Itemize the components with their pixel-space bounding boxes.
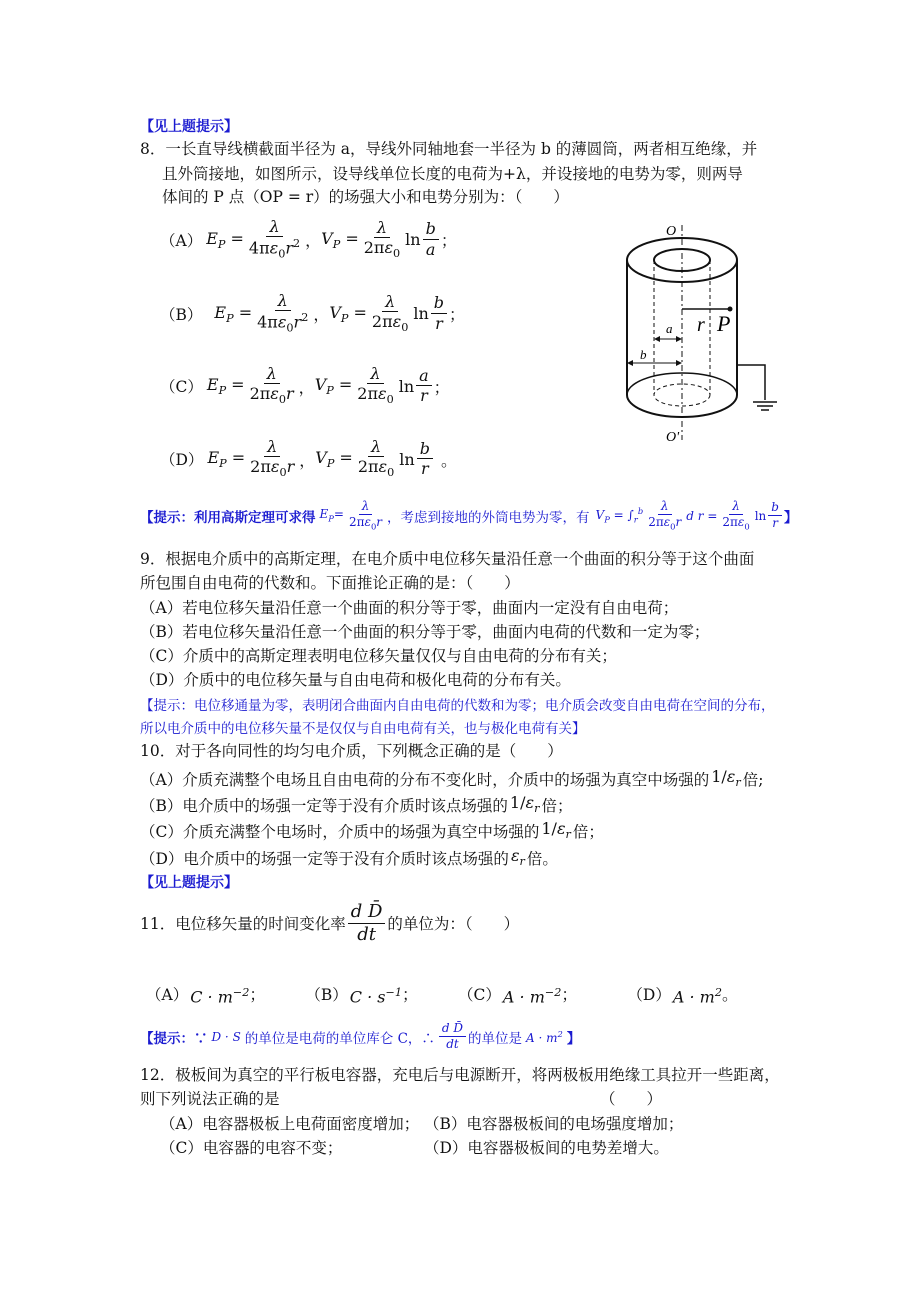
- q10-stem: 10．对于各向同性的均匀电介质，下列概念正确的是（ ）: [140, 742, 563, 760]
- q9-option-a: （A）若电位移矢量沿任意一个曲面的积分等于零，曲面内一定没有自由电荷；: [140, 599, 679, 617]
- q11-option-c-label: （C）: [458, 986, 501, 1005]
- q8-hint: 【提示：利用高斯定理可求得 $E_P=$ $\frac{\lambda}{2\pi\varepsilon_0r}$ ，考虑到接地的外筒电势为零，有 $V_P = \int_r^b$ $\frac{\lambda}{2\pi\varepsilon_0r}$ d r = $\frac{\lambda}{2\pi\varepsilon_0}$ ln $\frac{b}{r}$ 】: [140, 499, 798, 532]
- q10-option-c: （C）介质充满整个电场时，介质中的场强为真空中场强的 $1/\varepsilon_r$ 倍；: [140, 819, 604, 842]
- q12-option-d: （D）电容器极板间的电势差增大。: [424, 1139, 669, 1157]
- option-label: （B）: [160, 305, 203, 324]
- q11-stem: 11．电位移矢量的时间变化率 $\frac{\text{d D̄}}{dt}$ 的单位为：（ ）: [140, 901, 520, 945]
- q9-stem-line2: 所包围自由电荷的代数和。下面推论正确的是：（ ）: [140, 574, 520, 592]
- q12-stem-line2: 则下列说法正确的是: [140, 1090, 280, 1108]
- coaxial-cylinder-figure: [600, 215, 800, 455]
- q9-hint-line1: 【提示：电位移通量为零，表明闭合曲面内自由电荷的代数和为零；电介质会改变自由电荷在空间的分布，: [140, 698, 775, 714]
- q12-option-a: （A）电容器极板上电荷面密度增加；: [160, 1115, 420, 1133]
- q12-stem-line1: 12．极板间为真空的平行板电容器，充电后与电源断开，将两极板用绝缘工具拉开一些距离，: [140, 1066, 780, 1084]
- label-o-bottom: O': [666, 430, 680, 445]
- option-label: （C）: [160, 378, 203, 396]
- q11-option-a-label: （A）: [146, 986, 189, 1005]
- q9-option-c: （C）介质中的高斯定理表明电位移矢量仅仅与自由电荷的分布有关；: [140, 647, 617, 665]
- q8-option-c: （C） $E_P$ = $\frac{\lambda}{2\pi\varepsilon_0r}$ ， $V_P$ = $\frac{\lambda}{2\pi\varepsilon_0}$ ln $\frac{a}{r}$ ；: [160, 364, 450, 407]
- q10-option-a: （A）介质充满整个电场且自由电荷的分布不变化时，介质中的场强为真空中场强的 $1/\varepsilon_r$ 倍;: [140, 767, 764, 790]
- label-r: r: [697, 314, 705, 336]
- q9-option-b: （B）若电位移矢量沿任意一个曲面的积分等于零，曲面内电荷的代数和一定为零；: [140, 623, 710, 641]
- label-p: P: [717, 311, 731, 336]
- label-o-top: O: [666, 224, 677, 239]
- q8-option-b: （B） $E_P$ = $\frac{\lambda}{4\pi\varepsilon_0r^2}$ ， $V_P$ = $\frac{\lambda}{2\pi\varepsilon_0}$ ln $\frac{b}{r}$ ；: [160, 291, 466, 335]
- q8-stem-line3: 体间的 P 点（OP = r）的场强大小和电势分别为：（ ）: [162, 188, 569, 206]
- q10-option-b: （B）电介质中的场强一定等于没有介质时该点场强的 $1/\varepsilon_r$ 倍；: [140, 793, 573, 816]
- q12-answer-paren: （ ）: [600, 1090, 663, 1108]
- q8-option-d: （D） $E_P$ = $\frac{\lambda}{2\pi\varepsilon_0r}$ ， $V_P$ = $\frac{\lambda}{2\pi\varepsilon_0}$ ln $\frac{b}{r}$ 。: [160, 437, 457, 480]
- q10-option-d: （D）电介质中的场强一定等于没有介质时该点场强的 $\varepsilon_r$ 倍。: [140, 846, 558, 869]
- q11-hint: 【提示：∵ D · S 的单位是电荷的单位库仑 C，∴ $\frac{\text{d D̄}}{dt}$ 的单位是 $A \cdot m^2$ 】: [140, 1021, 581, 1051]
- q11-option-d-label: （D）: [627, 986, 671, 1005]
- q12-option-b: （B）电容器极板间的电场强度增加；: [424, 1115, 684, 1133]
- q9-stem-line1: 9．根据电介质中的高斯定理，在电介质中电位移矢量沿任意一个曲面的积分等于这个曲面: [140, 550, 755, 568]
- q11-option-b-label: （B）: [305, 986, 348, 1005]
- q11-options: （A） $C \cdot m^{-2}$ ； （B） $C \cdot s^{-1}$ ； （C） $A \cdot m^{-2}$ ； （D） $A \cdot m^2$ 。: [146, 985, 738, 1007]
- see-previous-hint-2: 【见上题提示】: [140, 875, 238, 891]
- see-previous-hint: 【见上题提示】: [140, 119, 238, 135]
- q12-option-c: （C）电容器的电容不变；: [160, 1139, 343, 1157]
- label-a: a: [666, 321, 673, 336]
- option-label: （D）: [160, 451, 204, 469]
- q8-stem-line2: 且外筒接地，如图所示，设导线单位长度的电荷为+λ，并设接地的电势为零，则两导: [162, 165, 743, 183]
- q8-option-a: （A） $E_P$ = $\frac{\lambda}{4\pi\varepsilon_0r^2}$ ， $V_P$ = $\frac{\lambda}{2\pi\varepsilon_0}$ ln $\frac{b}{a}$ ；: [160, 217, 457, 261]
- option-label: （A）: [160, 231, 203, 250]
- label-b: b: [640, 347, 647, 362]
- q9-option-d: （D）介质中的电位移矢量与自由电荷和极化电荷的分布有关。: [140, 671, 571, 689]
- q8-stem-line1: 8．一长直导线横截面半径为 a，导线外同轴地套一半径为 b 的薄圆筒，两者相互绝缘，并: [140, 140, 758, 158]
- q9-hint-line2: 所以电介质中的电位移矢量不是仅仅与自由电荷有关，也与极化电荷有关】: [140, 721, 586, 737]
